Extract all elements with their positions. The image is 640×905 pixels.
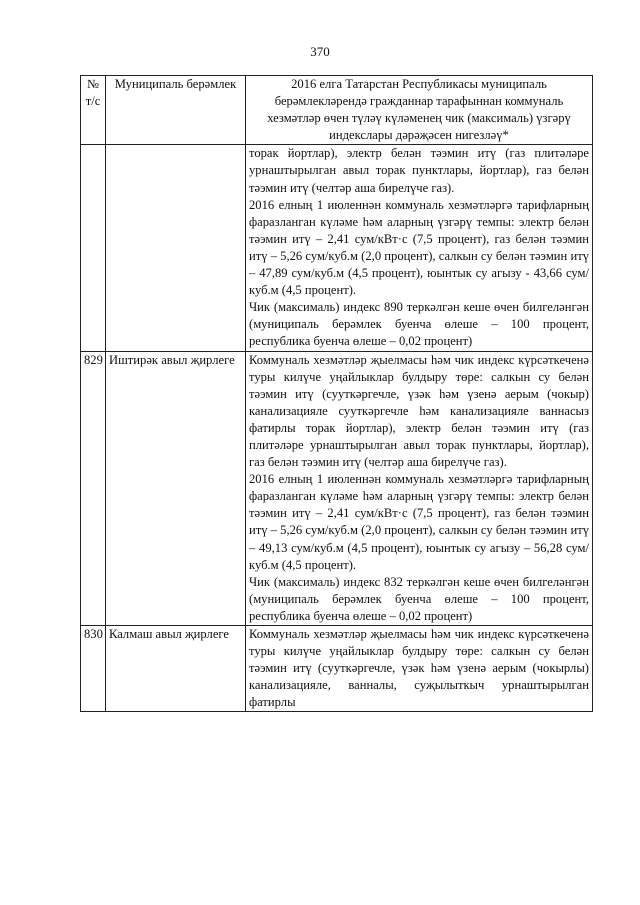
row-number xyxy=(81,145,106,351)
row-municipality: Калмаш авыл җирлеге xyxy=(106,626,246,712)
table-row xyxy=(81,145,593,351)
description-paragraph: 2016 елның 1 июленнән коммуналь хезмәтләргә тарифларның фаразланган күләме һәм аларның үзгәрү темпы: электр белән тәэмин итү – 2,41 сум/кВт·с (7,5 процент), газ белән тәэмин итү – 5,26 сум/куб.м (2,0 процент), салкын су белән тәэмин итү – 49,13 сум/куб.м (4,5 процент), юынтык су агызу – 56,28 сум/куб.м (4,5 процент). xyxy=(249,472,589,572)
header-number: № т/с xyxy=(81,76,106,145)
table-row xyxy=(81,626,593,712)
row-description xyxy=(246,145,593,351)
description-paragraph: Чик (максималь) индекс 832 теркәлгән кеше өчен билгеләнгән (муниципаль берәмлек буенча өлеше – 100 процент, республика буенча өлеше – 0,02 процент) xyxy=(249,574,589,623)
municipal-index-table xyxy=(80,75,593,712)
description-paragraph: Коммуналь хезмәтләр җыелмасы һәм чик индекс күрсәткеченә туры килүче уңайлыклар булдыру төре: салкын су белән тәэмин итү (сууткәргечле, үзәк һәм үзенә аерым (чокыр) канализацияле сууткәргечле һәм канализацияле ваннасыз фатирлы торак йортлар), электр белән тәэмин итү (газ плитәләре урнаштырылган авыл торак пунктлары, йортлар), газ белән тәэмин итү (челтәр аша бирелүче газ). xyxy=(249,352,589,470)
row-description xyxy=(246,626,593,712)
row-municipality: Иштирәк авыл җирлеге xyxy=(106,351,246,626)
table-header-row xyxy=(81,76,593,145)
description-paragraph: Чик (максималь) индекс 890 теркәлгән кеше өчен билгеләнгән (муниципаль берәмлек буенча өлеше – 100 процент, республика буенча өлеше – 0,02 процент) xyxy=(249,300,589,349)
header-title: 2016 елга Татарстан Республикасы муниципаль берәмлекләрендә гражданнар тарафыннан коммуналь хезмәтләр өчен түләү күләменең чик (максималь) үзгәрү индекслары дәрәҗәсен нигезләү* xyxy=(246,76,593,145)
row-number: 830 xyxy=(81,626,106,712)
page-number: 370 xyxy=(310,44,330,59)
description-paragraph: Коммуналь хезмәтләр җыелмасы һәм чик индекс күрсәткеченә туры килүче уңайлыклар булдыру төре: салкын су белән тәэмин итү (сууткәргечле, үзәк һәм үзенә аерым (чокырлы) канализацияле, ванналы, суҗылыткыч урнаштырылган фатирлы xyxy=(249,627,589,710)
row-number: 829 xyxy=(81,351,106,626)
row-description xyxy=(246,351,593,626)
table-row xyxy=(81,351,593,626)
description-paragraph: 2016 елның 1 июленнән коммуналь хезмәтләргә тарифларның фаразланган күләме һәм аларның үзгәрү темпы: электр белән тәэмин итү – 2,41 сум/кВт·с (7,5 процент), газ белән тәэмин итү – 5,26 сум/куб.м (2,0 процент), салкын су белән тәэмин итү – 47,89 сум/куб.м (4,5 процент), юынтык су агызу - 43,66 сум/куб.м (4,5 процент). xyxy=(249,197,589,298)
row-municipality xyxy=(106,145,246,351)
description-paragraph: торак йортлар), электр белән тәэмин итү (газ плитәләре урнаштырылган авыл торак пунктлары, йортлар), газ белән тәэмин итү (челтәр аша бирелүче газ). xyxy=(249,146,589,195)
header-municipality: Муниципаль берәмлек xyxy=(106,76,246,145)
